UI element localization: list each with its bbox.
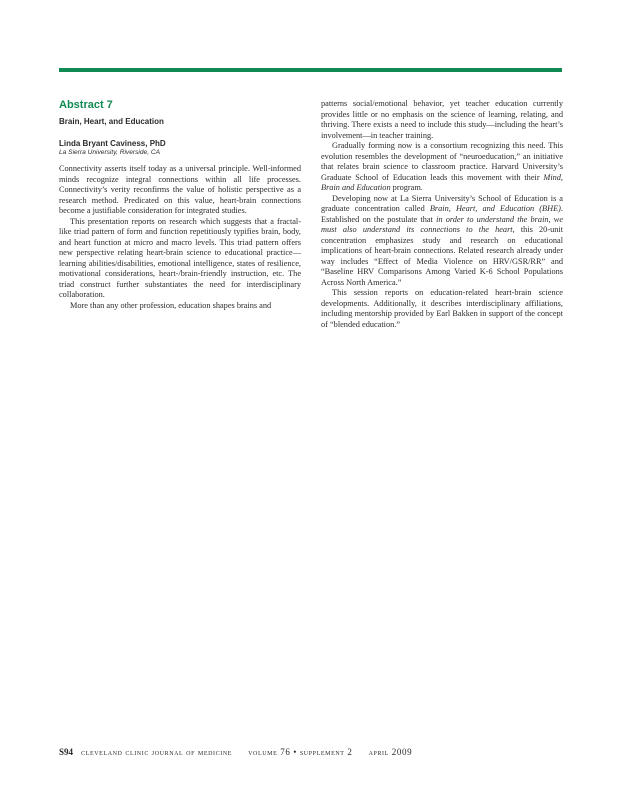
right-column — [321, 99, 563, 330]
paragraph: patterns social/emotional behavior, yet teacher education currently provides little or no emphasis on the science of learning, relating, and thriving. There exists a need to include this study—including the heart’s involvement—in teacher training. — [321, 99, 563, 140]
paragraph: More than any other profession, education shapes brains and — [70, 300, 272, 310]
page-number: S94 — [59, 747, 74, 757]
paragraph-text: . Established on the postulate that — [321, 204, 563, 224]
paragraph-text: program. — [390, 183, 423, 192]
paragraph-text: Developing now at La Sierra University’s School of Education is a graduate concentration called — [321, 193, 563, 213]
author-affiliation: La Sierra University, Riverside, CA — [59, 149, 161, 156]
journal-date: april 2009 — [368, 747, 413, 757]
left-column — [59, 99, 301, 311]
paragraph: Connectivity asserts itself today as a universal principle. Well-informed minds recognize integral connections within all life processes. Connectivity’s verity reconfirms the value of holistic perspective as a research method. Predicated on this value, heart-brain connections become a justifiable consideration for integrated studies. — [59, 164, 301, 215]
paragraph-text: Gradually forming now is a consortium recognizing this need. This evolution resembles the development of “neuroeducation,” an initiative that relates brain science to classroom practice. Harvard University’s Graduate School of Education leads this movement with their — [321, 141, 563, 182]
program-name: Mind, Brain and Education — [321, 172, 563, 192]
abstract-label: Abstract 7 — [59, 99, 113, 111]
journal-name: cleveland clinic journal of medicine — [81, 747, 233, 757]
header-rule — [59, 68, 562, 72]
abstract-title: Brain, Heart, and Education — [59, 117, 164, 126]
author-name: Linda Bryant Caviness, PhD — [59, 139, 166, 148]
postulate: in order to understand the brain, we must also understand its connections to the heart — [321, 214, 564, 234]
paragraph — [321, 141, 563, 194]
journal-issue: volume 76 • supplement 2 — [248, 747, 353, 757]
paragraph: This presentation reports on research which suggests that a fractal-like triad pattern of form and function repetitiously typifies brain, body, and heart function at micro and macro levels. This triad pattern offers new perspective relating heart-brain science to educational practice—learning abilities/disabilities, emotional intelligence, states of resilience, motivational considerations, heart-/brain-friendly instruction, etc. The triad construct further substantiates the need for interdisciplinary collaboration. — [59, 216, 301, 299]
concentration-name: Brain, Heart, and Education (BHE) — [429, 204, 561, 213]
page-footer — [59, 747, 562, 758]
paragraph: This session reports on education-related heart-brain science developments. Additionally, it describes interdisciplinary affiliations, including mentorship provided by Earl Bakken in support of the concept of “blended education.” — [321, 288, 563, 329]
paragraph-text: , this 20-unit concentration emphasizes study and research on educational implications of heart-brain connections. Related research already under way includes “Effect of Media Violence on HRV/GSR/RR” and “Baseline HRV Comparisons Among Varied K-6 School Populations Across North America.” — [321, 225, 563, 287]
paragraph — [321, 194, 563, 289]
